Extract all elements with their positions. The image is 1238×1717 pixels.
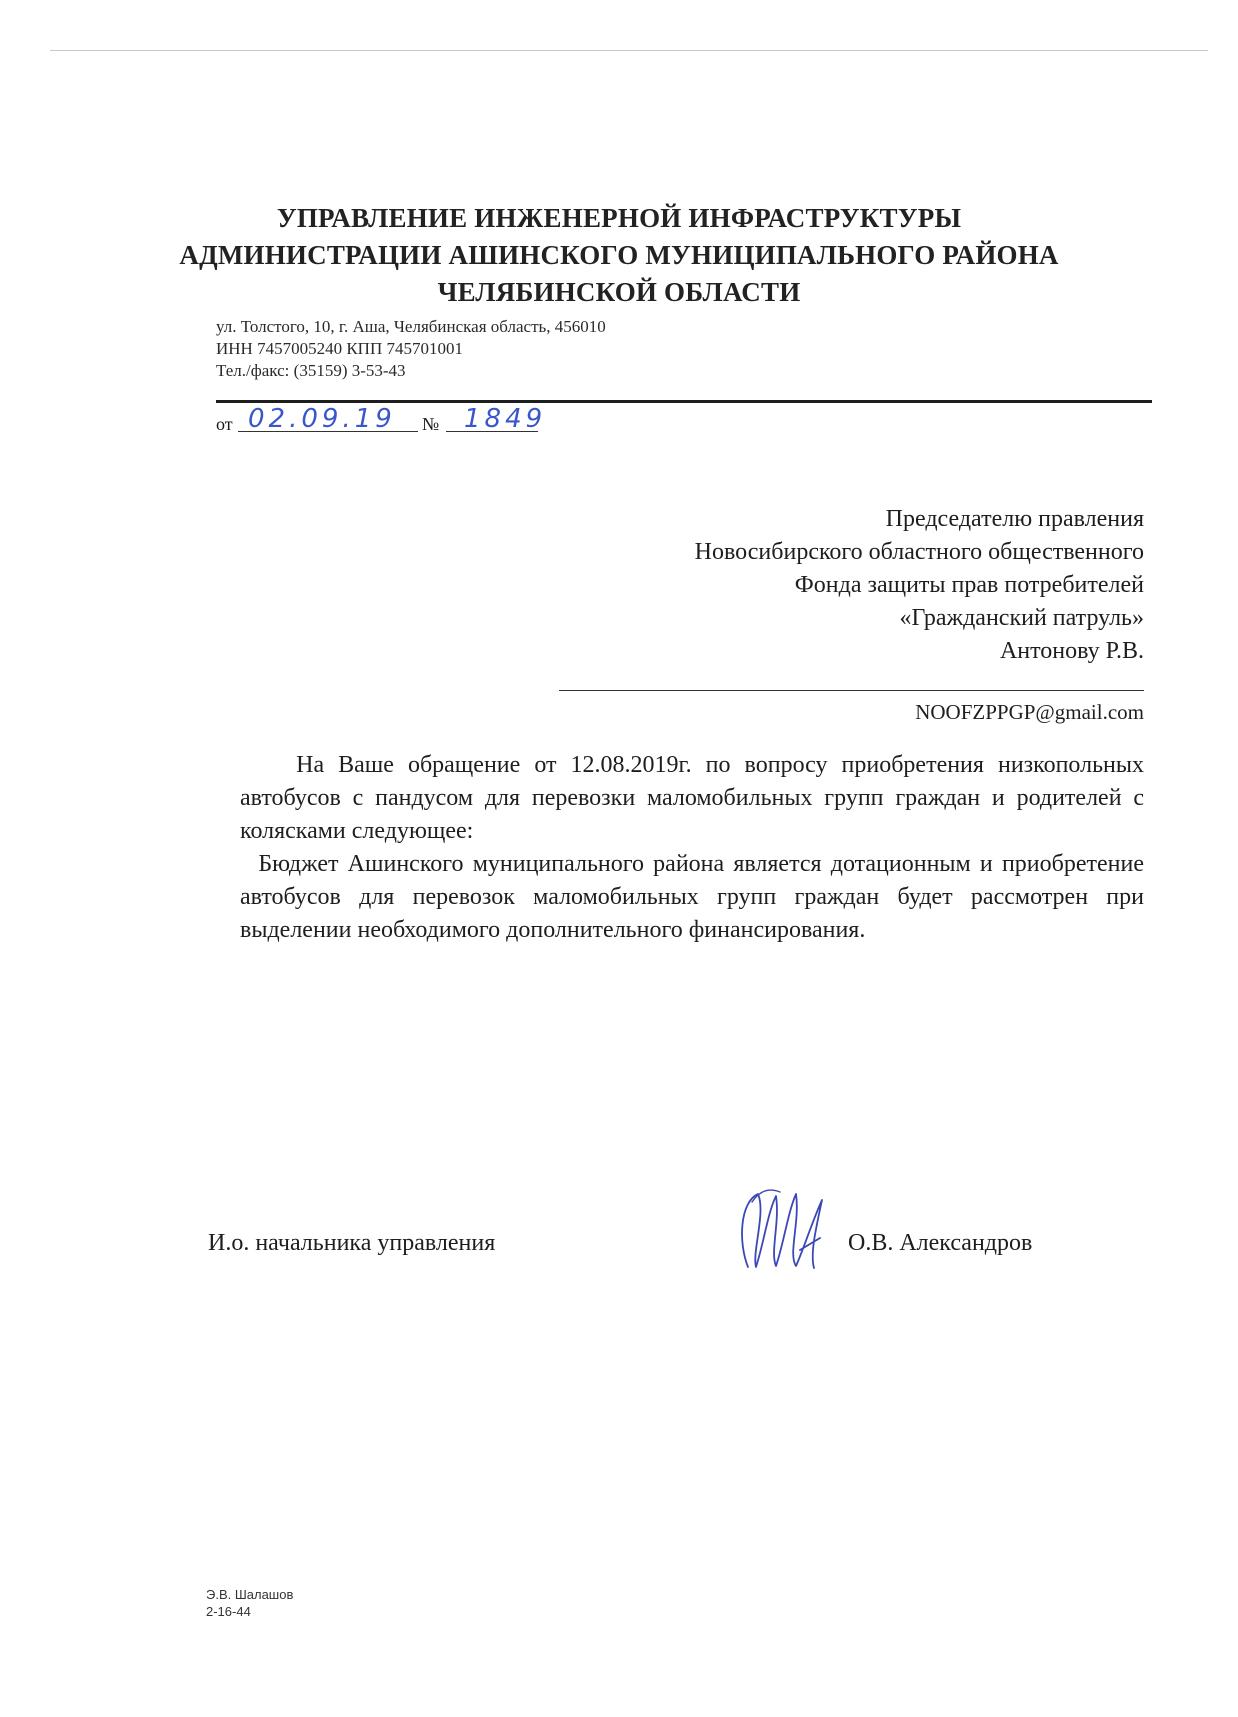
handwritten-signature-icon — [730, 1172, 840, 1282]
org-phone: Тел./факс: (35159) 3-53-43 — [216, 361, 406, 380]
signatory-position: И.о. начальника управления — [208, 1230, 496, 1256]
org-address: ул. Толстого, 10, г. Аша, Челябинская область, 456010 — [216, 317, 606, 336]
number-label: № — [422, 414, 440, 434]
org-title-line-1: УПРАВЛЕНИЕ ИНЖЕНЕРНОЙ ИНФРАСТРУКТУРЫ — [276, 203, 962, 233]
scan-edge-line — [50, 50, 1208, 51]
org-inn-kpp: ИНН 7457005240 КПП 745701001 — [216, 339, 463, 358]
body-paragraph-1: На Ваше обращение от 12.08.2019г. по вопросу приобретения низкопольных автобусов с пандусом для перевозки маломобильных групп граждан и родителей с колясками следующее: — [240, 752, 1144, 844]
addressee-line-4: «Гражданский патруль» — [899, 605, 1144, 631]
org-title-line-3: ЧЕЛЯБИНСКОЙ ОБЛАСТИ — [437, 277, 801, 307]
signatory-name: О.В. Александров — [848, 1230, 1033, 1256]
date-field-handwritten: 02.09.19 — [238, 404, 418, 432]
addressee-divider — [559, 690, 1144, 691]
executor-name: Э.В. Шалашов — [206, 1587, 294, 1602]
addressee-email: NOOFZPPGP@gmail.com — [915, 700, 1144, 724]
addressee-line-2: Новосибирского областного общественного — [694, 539, 1144, 565]
addressee-line-1: Председателю правления — [885, 506, 1144, 532]
header-divider — [216, 400, 1152, 403]
date-label: от — [216, 414, 233, 434]
executor-phone: 2-16-44 — [206, 1604, 251, 1619]
number-field-handwritten: 1849 — [446, 404, 538, 432]
org-title-line-2: АДМИНИСТРАЦИИ АШИНСКОГО МУНИЦИПАЛЬНОГО РАЙОНА — [179, 240, 1059, 270]
addressee-line-5: Антонову Р.В. — [999, 638, 1144, 664]
addressee-line-3: Фонда защиты прав потребителей — [794, 572, 1144, 598]
body-paragraph-2: Бюджет Ашинского муниципального района является дотационным и приобретение автобусов для перевозок маломобильных групп граждан будет рассмотрен при выделении необходимого дополнительного финансирования. — [240, 851, 1144, 943]
